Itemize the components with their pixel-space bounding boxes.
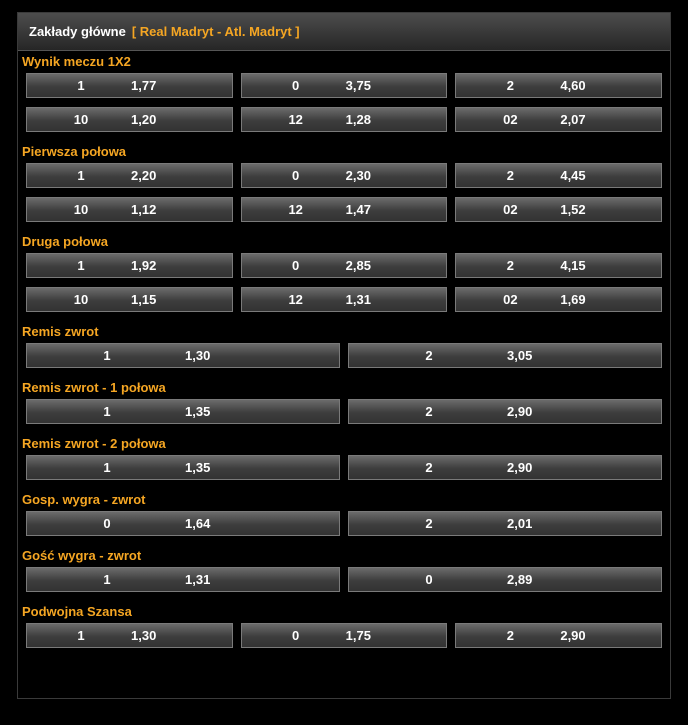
odds-button[interactable]: [26, 455, 340, 480]
outcome-label: 12: [288, 112, 303, 127]
section-title: Wynik meczu 1X2: [22, 54, 131, 69]
odds-rows: [18, 623, 670, 648]
bet-section: [18, 141, 670, 222]
outcome-label: 2: [425, 348, 433, 363]
odds-button[interactable]: [241, 73, 448, 98]
odds-button[interactable]: [26, 163, 233, 188]
odds-button[interactable]: [455, 73, 662, 98]
odds-value: 2,01: [507, 516, 533, 531]
odds-value: 4,60: [560, 78, 586, 93]
odds-row: [26, 511, 662, 536]
odds-button[interactable]: [26, 567, 340, 592]
outcome-label: 10: [73, 112, 89, 127]
section-title: Remis zwrot: [22, 324, 99, 339]
match-name: [ Real Madryt - Atl. Madryt ]: [131, 24, 300, 39]
outcome-label: 0: [292, 628, 300, 643]
outcome-label: 1: [103, 460, 111, 475]
outcome-label: 2: [425, 404, 433, 419]
odds-value: 1,31: [345, 292, 371, 307]
outcome-label: 02: [503, 292, 518, 307]
main-bets-panel: [17, 12, 671, 699]
odds-button[interactable]: [26, 287, 233, 312]
odds-button[interactable]: [455, 197, 662, 222]
odds-button[interactable]: [348, 343, 662, 368]
outcome-label: 0: [292, 258, 300, 273]
outcome-label: 0: [103, 516, 111, 531]
odds-row: [26, 197, 662, 222]
odds-value: 1,30: [185, 348, 211, 363]
odds-value: 3,75: [345, 78, 371, 93]
outcome-label: 2: [506, 628, 514, 643]
odds-value: 1,52: [560, 202, 586, 217]
section-title: Remis zwrot - 1 połowa: [22, 380, 166, 395]
odds-value: 1,69: [560, 292, 586, 307]
bet-section: [18, 231, 670, 312]
outcome-label: 10: [73, 202, 89, 217]
outcome-label: 2: [425, 516, 433, 531]
panel-header: [18, 13, 670, 51]
odds-rows: [18, 399, 670, 424]
odds-button[interactable]: [348, 455, 662, 480]
odds-value: 1,75: [345, 628, 371, 643]
odds-row: [26, 623, 662, 648]
odds-value: 1,47: [345, 202, 371, 217]
odds-rows: [18, 343, 670, 368]
odds-value: 2,85: [345, 258, 371, 273]
bet-sections: [18, 51, 670, 648]
odds-value: 2,89: [507, 572, 533, 587]
outcome-label: 2: [506, 168, 514, 183]
odds-button[interactable]: [241, 623, 448, 648]
outcome-label: 1: [77, 78, 85, 93]
outcome-label: 0: [292, 168, 300, 183]
outcome-label: 1: [77, 168, 85, 183]
odds-row: [26, 399, 662, 424]
odds-value: 1,64: [185, 516, 211, 531]
odds-rows: [18, 253, 670, 312]
outcome-label: 1: [77, 628, 85, 643]
panel-title: Zakłady główne: [29, 24, 126, 39]
odds-button[interactable]: [26, 107, 233, 132]
odds-button[interactable]: [241, 253, 448, 278]
odds-value: 1,15: [131, 292, 157, 307]
outcome-label: 2: [506, 78, 514, 93]
section-title: Remis zwrot - 2 połowa: [22, 436, 166, 451]
odds-row: [26, 107, 662, 132]
outcome-label: 12: [288, 202, 303, 217]
section-title: Druga połowa: [22, 234, 108, 249]
odds-rows: [18, 163, 670, 222]
odds-value: 4,45: [560, 168, 586, 183]
odds-button[interactable]: [26, 399, 340, 424]
odds-value: 1,30: [131, 628, 157, 643]
odds-button[interactable]: [26, 253, 233, 278]
outcome-label: 2: [425, 460, 433, 475]
section-title: Pierwsza połowa: [22, 144, 127, 159]
odds-row: [26, 253, 662, 278]
bet-section: [18, 601, 670, 648]
odds-rows: [18, 73, 670, 132]
odds-value: 2,90: [560, 628, 586, 643]
odds-button[interactable]: [455, 107, 662, 132]
outcome-label: 02: [503, 202, 518, 217]
odds-button[interactable]: [26, 197, 233, 222]
odds-button[interactable]: [241, 163, 448, 188]
odds-button[interactable]: [455, 287, 662, 312]
odds-value: 1,31: [185, 572, 211, 587]
odds-row: [26, 163, 662, 188]
outcome-label: 02: [503, 112, 518, 127]
section-title: Podwojna Szansa: [22, 604, 132, 619]
outcome-label: 12: [288, 292, 303, 307]
odds-rows: [18, 567, 670, 592]
outcome-label: 0: [425, 572, 433, 587]
odds-rows: [18, 455, 670, 480]
odds-value: 2,90: [507, 404, 533, 419]
odds-row: [26, 73, 662, 98]
odds-value: 1,35: [185, 404, 211, 419]
odds-button[interactable]: [26, 623, 233, 648]
odds-value: 1,77: [131, 78, 157, 93]
bet-section: [18, 51, 670, 132]
bet-section: [18, 545, 670, 592]
odds-value: 1,28: [345, 112, 371, 127]
odds-value: 1,92: [131, 258, 157, 273]
odds-rows: [18, 511, 670, 536]
odds-value: 3,05: [507, 348, 533, 363]
odds-button[interactable]: [348, 399, 662, 424]
bet-section: [18, 377, 670, 424]
odds-row: [26, 343, 662, 368]
odds-button[interactable]: [348, 511, 662, 536]
odds-button[interactable]: [455, 253, 662, 278]
outcome-label: 1: [103, 348, 111, 363]
bet-section: [18, 321, 670, 368]
odds-value: 1,12: [131, 202, 157, 217]
odds-button[interactable]: [241, 107, 448, 132]
outcome-label: 1: [103, 404, 111, 419]
odds-button[interactable]: [26, 511, 340, 536]
outcome-label: 1: [77, 258, 85, 273]
odds-value: 2,20: [131, 168, 157, 183]
odds-button[interactable]: [455, 623, 662, 648]
bet-section: [18, 489, 670, 536]
bet-section: [18, 433, 670, 480]
odds-value: 2,90: [507, 460, 533, 475]
section-title: Gosp. wygra - zwrot: [22, 492, 146, 507]
odds-button[interactable]: [241, 287, 448, 312]
outcome-label: 10: [73, 292, 89, 307]
odds-value: 4,15: [560, 258, 586, 273]
odds-button[interactable]: [241, 197, 448, 222]
odds-button[interactable]: [348, 567, 662, 592]
outcome-label: 1: [103, 572, 111, 587]
odds-value: 1,35: [185, 460, 211, 475]
odds-button[interactable]: [26, 343, 340, 368]
odds-button[interactable]: [26, 73, 233, 98]
odds-row: [26, 567, 662, 592]
odds-value: 2,30: [345, 168, 371, 183]
outcome-label: 2: [506, 258, 514, 273]
outcome-label: 0: [292, 78, 300, 93]
odds-value: 1,20: [131, 112, 157, 127]
odds-row: [26, 287, 662, 312]
odds-row: [26, 455, 662, 480]
odds-button[interactable]: [455, 163, 662, 188]
section-title: Gość wygra - zwrot: [22, 548, 142, 563]
odds-value: 2,07: [560, 112, 586, 127]
